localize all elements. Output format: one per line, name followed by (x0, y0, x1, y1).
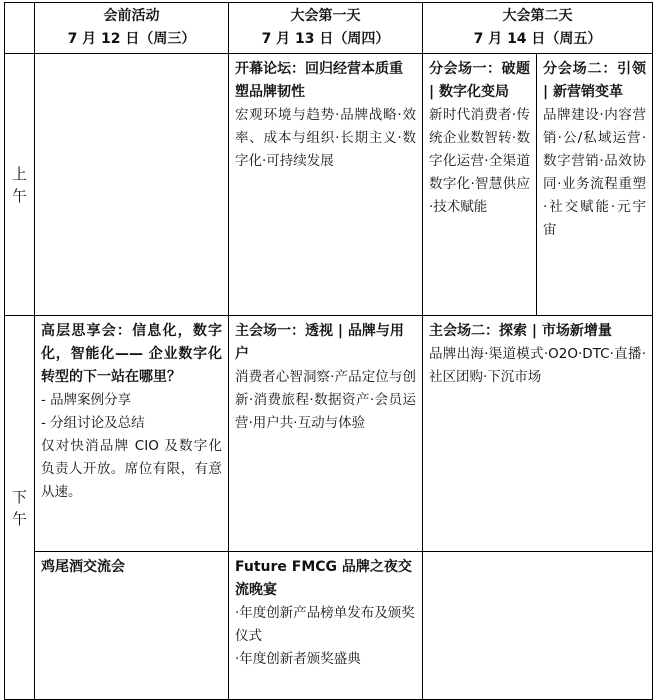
header-title: 大会第一天 (290, 8, 361, 24)
list-item: - 分组讨论及总结 (41, 415, 145, 431)
header-day1 (229, 3, 423, 54)
session-topics: 品牌建设·内容营销·公/私域运营·数字营销·品效协同·业务流程重塑·社交赋能·元宇宙 (543, 107, 647, 238)
morning-day1-cell (229, 54, 423, 316)
header-date: 7 月 14 日（周五） (473, 31, 602, 47)
afternoon-row-1 (5, 316, 653, 552)
morning-preconference-cell (35, 54, 229, 316)
afternoon-day1-cell (229, 316, 423, 552)
list-item: ·年度创新产品榜单发布及颁奖仪式 (235, 605, 415, 644)
agenda-table (4, 2, 653, 700)
header-date: 7 月 13 日（周四） (261, 31, 390, 47)
session-title: 主会场二：探索 | 市场新增量 (429, 323, 612, 339)
session-title: 开幕论坛：回归经营本质重塑品牌韧性 (235, 61, 403, 100)
morning-row (5, 54, 653, 316)
afternoon-preconference-cell (35, 316, 229, 552)
afternoon-day2-cell (423, 316, 653, 552)
corner-cell (5, 3, 35, 54)
morning-day2-track1-cell (423, 54, 537, 316)
header-preconference (35, 3, 229, 54)
session-note: 仅对快消品牌 CIO 及数字化负责人开放。席位有限，有意从速。 (41, 438, 222, 500)
session-title: 主会场一：透视 | 品牌与用户 (235, 323, 404, 362)
session-topics: 新时代消费者·传统企业数智转·数字化运营·全渠道数字化·智慧供应·技术赋能 (429, 107, 530, 215)
session-title: 分会场一：破题 | 数字化变局 (429, 61, 530, 100)
list-item: - 品牌案例分享 (41, 392, 132, 408)
afternoon-evening-day1-cell (229, 552, 423, 700)
session-title: 高层思享会：信息化，数字化，智能化—— 企业数字化转型的下一站在哪里？ (41, 323, 222, 385)
list-item: ·年度创新者颁奖盛典 (235, 651, 361, 667)
header-date: 7 月 12 日（周三） (67, 31, 196, 47)
session-title: 分会场二：引领 | 新营销变革 (543, 61, 647, 100)
row-label-afternoon: 下午 (5, 316, 35, 700)
session-title: Future FMCG 品牌之夜交流晚宴 (235, 559, 412, 598)
morning-day2-track2-cell (537, 54, 653, 316)
header-title: 会前活动 (103, 8, 160, 24)
session-topics: 品牌出海·渠道模式·O2O·DTC·直播·社区团购·下沉市场 (429, 346, 647, 385)
session-topics: 宏观环境与趋势·品牌战略·效率、成本与组织·长期主义·数字化·可持续发展 (235, 107, 416, 169)
header-row (5, 3, 653, 54)
afternoon-row-2 (5, 552, 653, 700)
header-title: 大会第二天 (502, 8, 573, 24)
row-label-morning: 上午 (5, 54, 35, 316)
session-title: 鸡尾酒交流会 (41, 559, 125, 575)
afternoon-evening-preconference-cell (35, 552, 229, 700)
session-topics: 消费者心智洞察·产品定位与创新·消费旅程·数据资产·会员运营·用户共·互动与体验 (235, 369, 416, 431)
header-day2 (423, 3, 653, 54)
afternoon-evening-day2-cell (423, 552, 653, 700)
